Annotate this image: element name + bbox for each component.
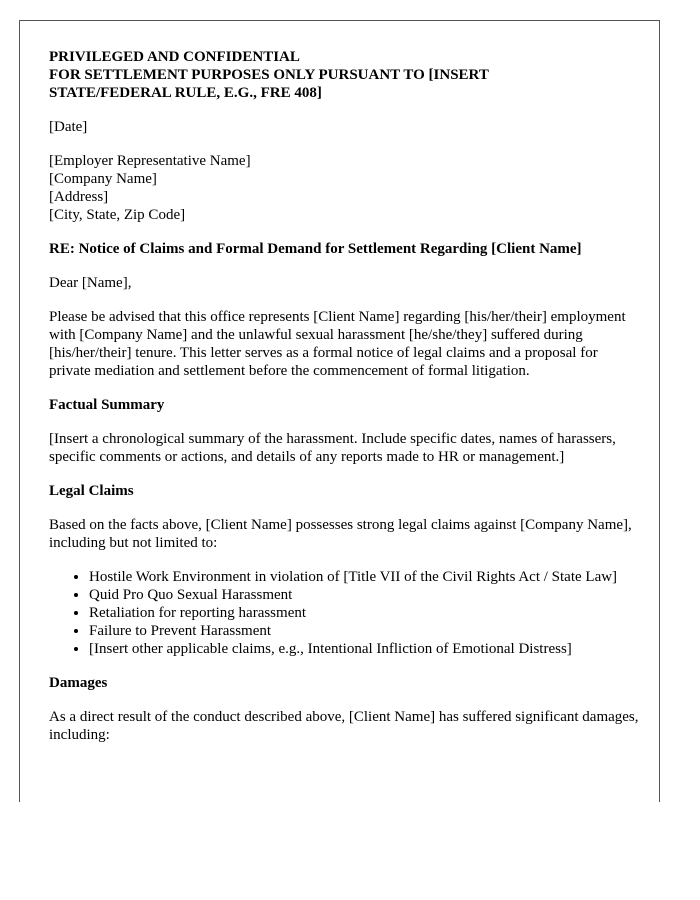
factual-summary-heading: Factual Summary bbox=[49, 397, 165, 413]
legal-claims-list bbox=[49, 568, 639, 658]
damages-heading: Damages bbox=[49, 675, 108, 691]
legal-claims-heading: Legal Claims bbox=[49, 483, 134, 499]
intro-paragraph: Please be advised that this office represents [Client Name] regarding [his/her/their] employment with [Company Name] and the unlawful sexual harassment [he/she/they] suffered during [his/her/their] tenure. This letter serves as a formal notice of legal claims and a proposal for private mediation and settlement before the commencement of formal litigation. bbox=[49, 309, 626, 379]
recipient-address-block bbox=[49, 152, 639, 224]
recipient-company: [Company Name] bbox=[49, 171, 157, 187]
document-page bbox=[19, 20, 660, 802]
salutation: Dear [Name], bbox=[49, 275, 132, 291]
factual-summary-body: [Insert a chronological summary of the harassment. Include specific dates, names of harassers, specific comments or actions, and details of any reports made to HR or management.] bbox=[49, 431, 616, 465]
list-item: • [Insert other applicable claims, e.g., Intentional Infliction of Emotional Distress] bbox=[89, 640, 639, 658]
settlement-purposes-heading: FOR SETTLEMENT PURPOSES ONLY PURSUANT TO [INSERT STATE/FEDERAL RULE, E.G., FRE 408] bbox=[49, 67, 489, 101]
list-item: • Failure to Prevent Harassment bbox=[89, 622, 639, 640]
list-item: • Hostile Work Environment in violation of [Title VII of the Civil Rights Act / State Law] bbox=[89, 568, 639, 586]
letter-content bbox=[49, 48, 639, 760]
damages-body: As a direct result of the conduct described above, [Client Name] has suffered significant damages, including: bbox=[49, 709, 639, 743]
letter-date: [Date] bbox=[49, 119, 88, 135]
legal-claims-body: Based on the facts above, [Client Name] possesses strong legal claims against [Company Name], including but not limited to: bbox=[49, 517, 632, 551]
privileged-heading: PRIVILEGED AND CONFIDENTIAL bbox=[49, 49, 300, 65]
re-line: RE: Notice of Claims and Formal Demand for Settlement Regarding [Client Name] bbox=[49, 241, 582, 257]
recipient-name: [Employer Representative Name] bbox=[49, 153, 251, 169]
recipient-address: [Address] bbox=[49, 189, 109, 205]
recipient-city: [City, State, Zip Code] bbox=[49, 207, 186, 223]
list-item: • Quid Pro Quo Sexual Harassment bbox=[89, 586, 639, 604]
confidentiality-header bbox=[49, 48, 639, 102]
list-item: • Retaliation for reporting harassment bbox=[89, 604, 639, 622]
